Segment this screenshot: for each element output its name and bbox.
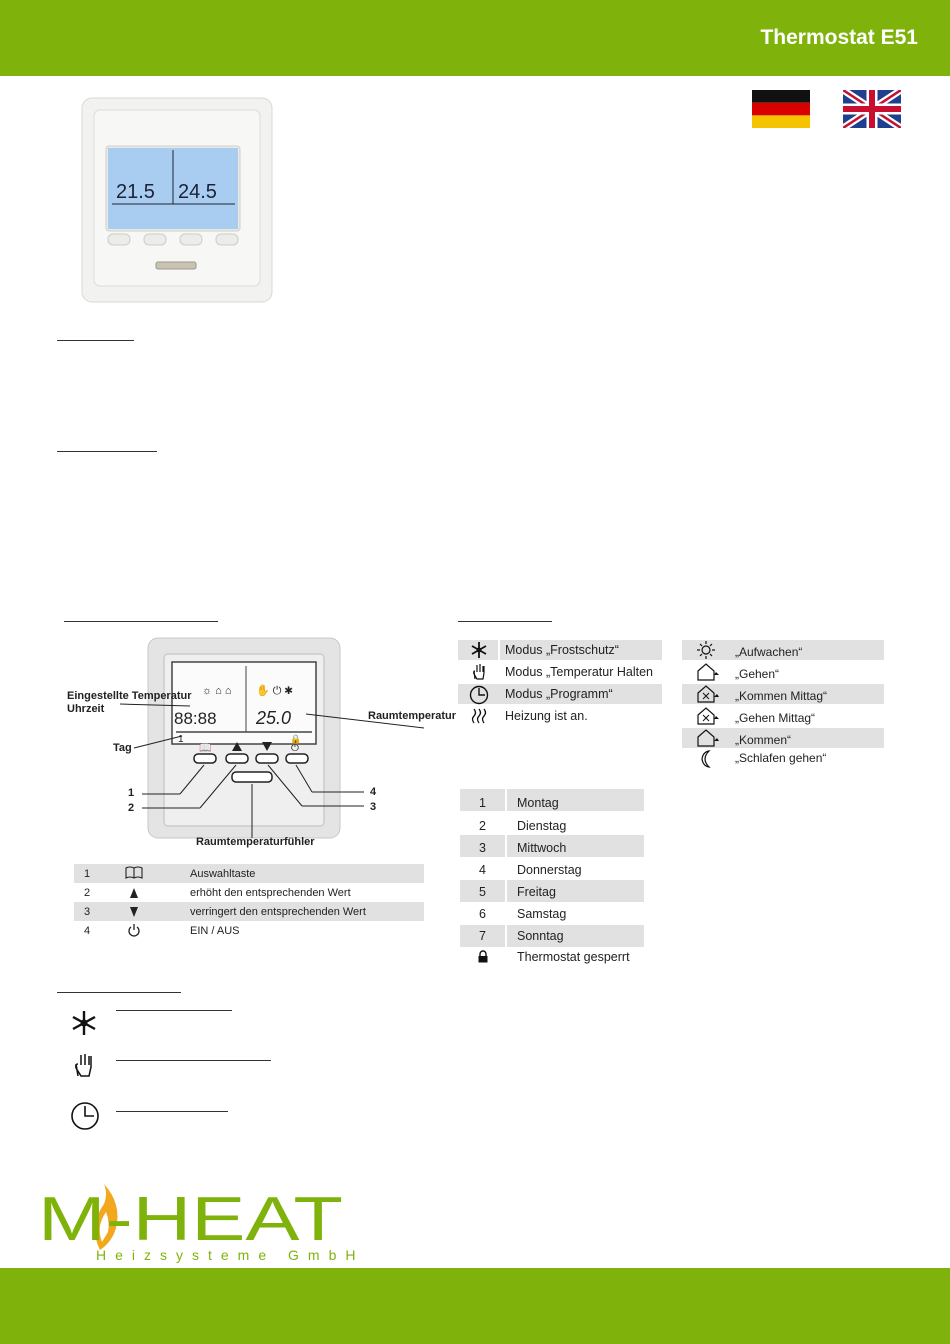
thermostat-photo: [80, 96, 274, 304]
periods-text: „Aufwachen“: [735, 645, 803, 659]
diagram-sensor: [232, 772, 272, 782]
label-set-temp: Eingestellte Temperatur: [67, 690, 192, 702]
section-heading-rule: [57, 451, 157, 452]
diagram-button-2: [226, 754, 248, 763]
diagram-button-3: [256, 754, 278, 763]
power-icon: [127, 923, 141, 942]
sun-icon: [697, 641, 715, 664]
mode-heading-rule: [116, 1060, 271, 1061]
house-fork-leave-icon: [696, 707, 720, 730]
buttons-num: 1: [84, 868, 91, 880]
photo-left-value: 21.5: [116, 181, 155, 203]
label-day: Tag: [113, 742, 132, 754]
periods-text: „Kommen“: [735, 733, 792, 747]
flag-uk-icon[interactable]: [843, 90, 901, 128]
day-name: Dienstag: [517, 819, 567, 833]
house-arrive-icon: [696, 729, 720, 752]
svg-text:⏻: ⏻: [291, 743, 299, 754]
modes-text: Modus „Programm“: [505, 687, 613, 701]
hand-icon: [471, 663, 487, 686]
label-clock: Uhrzeit: [67, 703, 105, 715]
book-icon: [125, 866, 143, 885]
day-name: Freitag: [517, 885, 556, 899]
svg-text:☼ ⌂ ⌂: ☼ ⌂ ⌂: [202, 685, 232, 697]
snowflake-icon: [70, 1009, 98, 1042]
clock-icon: [70, 1101, 100, 1136]
lock-text: Thermostat gesperrt: [517, 950, 630, 964]
buttons-text: Auswahltaste: [190, 868, 256, 880]
logo-brand: M-HEAT: [38, 1185, 343, 1254]
house-leave-icon: [696, 663, 720, 686]
buttons-num: 2: [84, 887, 91, 899]
diagram-button-1: [194, 754, 216, 763]
header-bar: [0, 0, 950, 76]
day-num: 2: [479, 819, 486, 833]
day-name: Samstag: [517, 907, 567, 921]
section-heading-rule: [57, 340, 134, 341]
day-num: 1: [479, 796, 486, 810]
day-name: Mittwoch: [517, 841, 567, 855]
svg-text:🔒: 🔒: [290, 734, 302, 744]
callout-2: 2: [128, 802, 135, 814]
day-num: 6: [479, 907, 486, 921]
page-title: Thermostat E51: [760, 26, 918, 49]
day-num: 4: [479, 863, 486, 877]
callout-1: 1: [128, 787, 135, 799]
day-num: 5: [479, 885, 486, 899]
buttons-num: 3: [84, 906, 91, 918]
logo-subtitle: Heizsysteme GmbH: [96, 1247, 358, 1263]
modes-text: Modus „Temperatur Halten: [505, 665, 653, 679]
label-room-temp: Raumtemperatur: [368, 710, 457, 722]
svg-text:✋ ⏻ ✱: ✋ ⏻ ✱: [256, 685, 293, 697]
buttons-text: EIN / AUS: [190, 925, 240, 937]
svg-text:📖: 📖: [199, 743, 212, 754]
callout-4: 4: [370, 786, 377, 798]
day-name: Donnerstag: [517, 863, 582, 877]
triangle-down-icon: [129, 905, 139, 923]
buttons-text: erhöht den entsprechenden Wert: [190, 887, 351, 899]
day-name: Montag: [517, 796, 559, 810]
snowflake-icon: [470, 641, 488, 664]
company-logo: [38, 1176, 358, 1266]
lock-icon: [477, 950, 489, 968]
buttons-text: verringert den entsprechenden Wert: [190, 906, 366, 918]
modes-text: Heizung ist an.: [505, 709, 588, 723]
diagram-button-4: [286, 754, 308, 763]
clock-icon: [469, 685, 489, 710]
modes-text: Modus „Frostschutz“: [505, 643, 619, 657]
periods-text: „Gehen“: [735, 667, 780, 681]
display-day: 1: [178, 734, 184, 745]
mode-heading-rule: [116, 1111, 228, 1112]
hand-icon: [72, 1052, 96, 1083]
display-clock: 88:88: [174, 709, 217, 728]
flag-de-icon[interactable]: [752, 90, 810, 128]
periods-text: „Schlafen gehen“: [735, 751, 827, 765]
buttons-num: 4: [84, 925, 91, 937]
periods-text: „Gehen Mittag“: [735, 711, 816, 725]
day-num: 7: [479, 929, 486, 943]
house-fork-arrive-icon: [696, 685, 720, 708]
periods-text: „Kommen Mittag“: [735, 689, 828, 703]
section-heading-rule: [458, 621, 552, 622]
moon-icon: [699, 750, 713, 773]
section-heading-rule: [57, 992, 181, 993]
heat-waves-icon: [470, 708, 488, 729]
day-name: Sonntag: [517, 929, 564, 943]
triangle-up-icon: [129, 886, 139, 904]
display-room-temp: 25.0: [256, 708, 292, 728]
callout-3: 3: [370, 801, 377, 813]
day-num: 3: [479, 841, 486, 855]
photo-right-value: 24.5: [178, 181, 217, 203]
section-heading-rule: [64, 621, 218, 622]
mode-heading-rule: [116, 1010, 232, 1011]
footer-bar: [0, 1268, 950, 1344]
label-sensor: Raumtemperaturfühler: [196, 836, 315, 848]
